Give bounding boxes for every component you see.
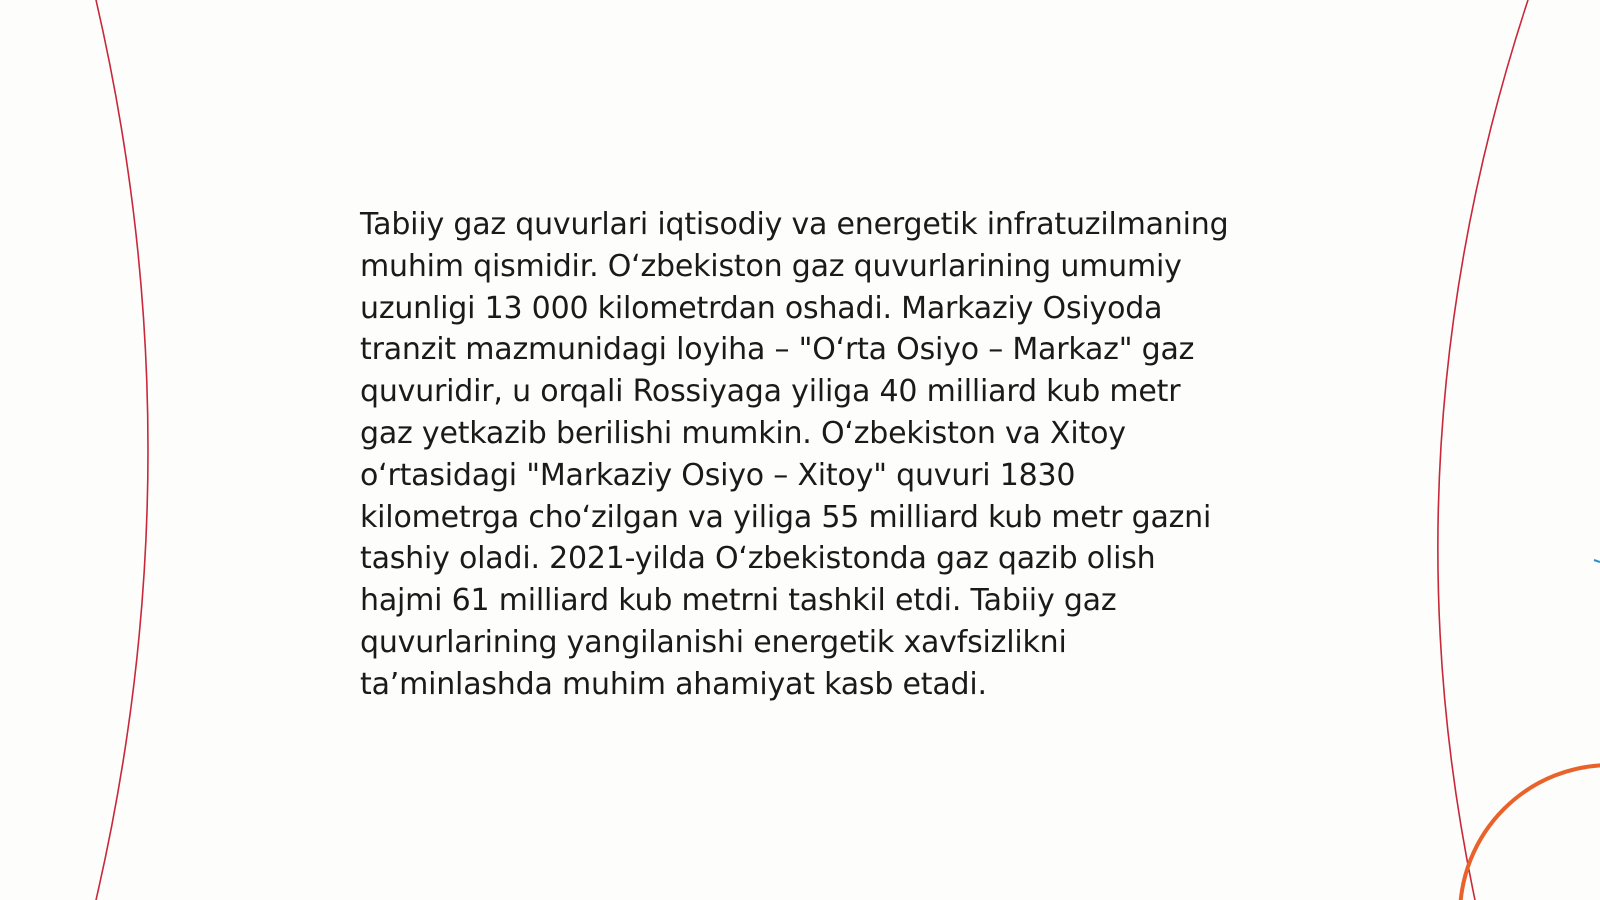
body-paragraph: Tabiiy gaz quvurlari iqtisodiy va energetik infratuzilmaning muhim qismidir. O‘zbekiston gaz quvurlarining umumiy uzunligi 13 000 kilometrdan oshadi. Markaziy Osiyoda tranzit mazmunidagi loyiha – "O‘rta Osiyo – Markaz" gaz quvuridir, u orqali Rossiyaga yiliga 40 milliard kub metr gaz yetkazib berilishi mumkin. O‘zbekiston va Xitoy o‘rtasidagi "Markaziy Osiyo – Xitoy" quvuri 1830 kilometrga cho‘zilgan va yiliga 55 milliard kub metr gazni tashiy oladi. 2021-yilda O‘zbekistonda gaz qazib olish hajmi 61 milliard kub metrni tashkil etdi. Tabiiy gaz quvurlarining yangilanishi energetik xavfsizlikni ta’minlashda muhim ahamiyat kasb etadi. <box>360 207 1229 702</box>
left-curve-line <box>96 0 148 900</box>
accent-mark <box>1594 560 1600 562</box>
right-curve-line <box>1438 0 1528 900</box>
accent-circle <box>1460 765 1600 900</box>
